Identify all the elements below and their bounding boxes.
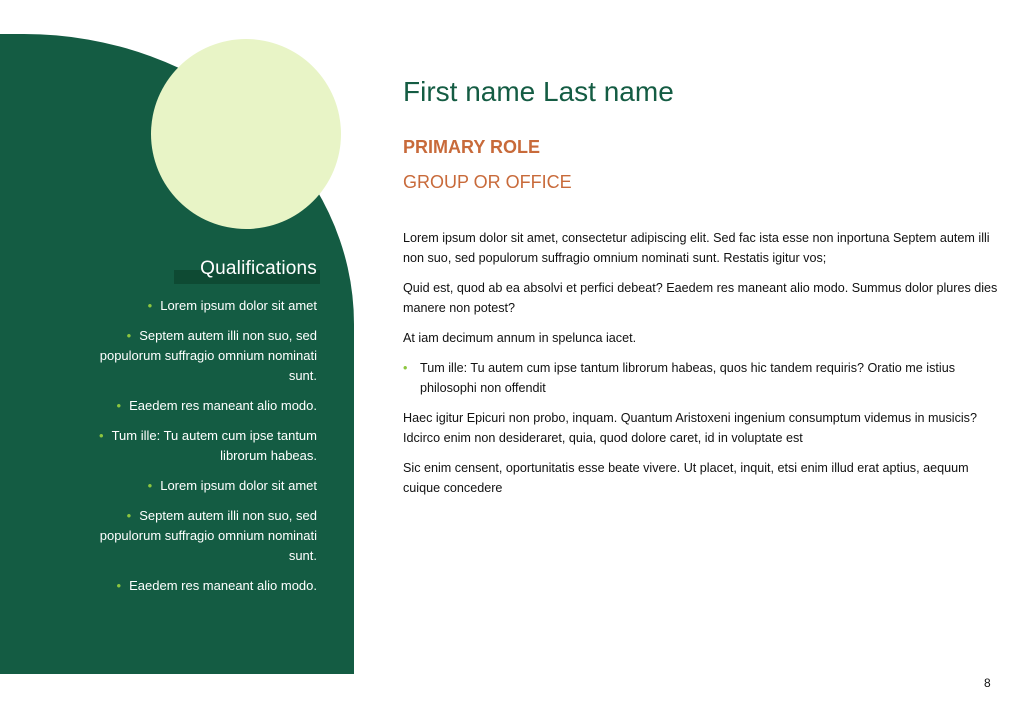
list-item: • Tum ille: Tu autem cum ipse tantum librorum habeas. (99, 428, 317, 463)
bio-bullet-item (403, 358, 1003, 398)
bullet-icon: • (403, 361, 408, 375)
profile-photo-placeholder (151, 39, 341, 229)
primary-role: PRIMARY ROLE (403, 137, 541, 157)
bullet-icon: • (147, 478, 153, 493)
qualifications-list (86, 296, 317, 606)
bullet-icon: • (116, 398, 122, 413)
bio-paragraph: Lorem ipsum dolor sit amet, consectetur adipiscing elit. Sed fac ista esse non inportuna Septem autem illi non suo, sed populorum suffragio omnium nominati sunt. Restatis igitur vos; (403, 231, 990, 265)
bullet-icon: • (99, 428, 104, 443)
bio-content (403, 228, 1003, 508)
list-item: • Lorem ipsum dolor sit amet (147, 478, 317, 493)
bullet-icon: • (126, 328, 132, 343)
bullet-icon: • (126, 508, 132, 523)
page-number: 8 (984, 676, 991, 690)
bullet-icon: • (116, 578, 122, 593)
bio-paragraph: Sic enim censent, oportunitatis esse beate vivere. Ut placet, inquit, etsi enim illud erat aptius, aequum cuique concedere (403, 461, 969, 495)
bio-paragraph: Quid est, quod ab ea absolvi et perfici debeat? Eaedem res maneant alio modo. Summus dolor plures dies manere non potest? (403, 281, 998, 315)
list-item: • Septem autem illi non suo, sed populorum suffragio omnium nominati sunt. (99, 508, 317, 563)
list-item: • Lorem ipsum dolor sit amet (147, 298, 317, 313)
bio-paragraph: At iam decimum annum in spelunca iacet. (403, 331, 637, 345)
qualifications-title: Qualifications (200, 258, 317, 279)
list-item: • Eaedem res maneant alio modo. (116, 398, 317, 413)
bullet-icon: • (147, 298, 153, 313)
person-name: First name Last name (403, 76, 674, 107)
group-or-office: GROUP OR OFFICE (403, 172, 572, 192)
bio-bullet-text: Tum ille: Tu autem cum ipse tantum librorum habeas, quos hic tandem requiris? Oratio me istius philosophi non offendit (420, 361, 955, 395)
list-item: • Septem autem illi non suo, sed populorum suffragio omnium nominati sunt. (99, 328, 317, 383)
bio-paragraph: Haec igitur Epicuri non probo, inquam. Quantum Aristoxeni ingenium consumptum videmus in musicis? Idcirco enim non desideraret, quia, quod dolore caret, id in voluptate est (403, 411, 977, 445)
list-item: • Eaedem res maneant alio modo. (116, 578, 317, 593)
